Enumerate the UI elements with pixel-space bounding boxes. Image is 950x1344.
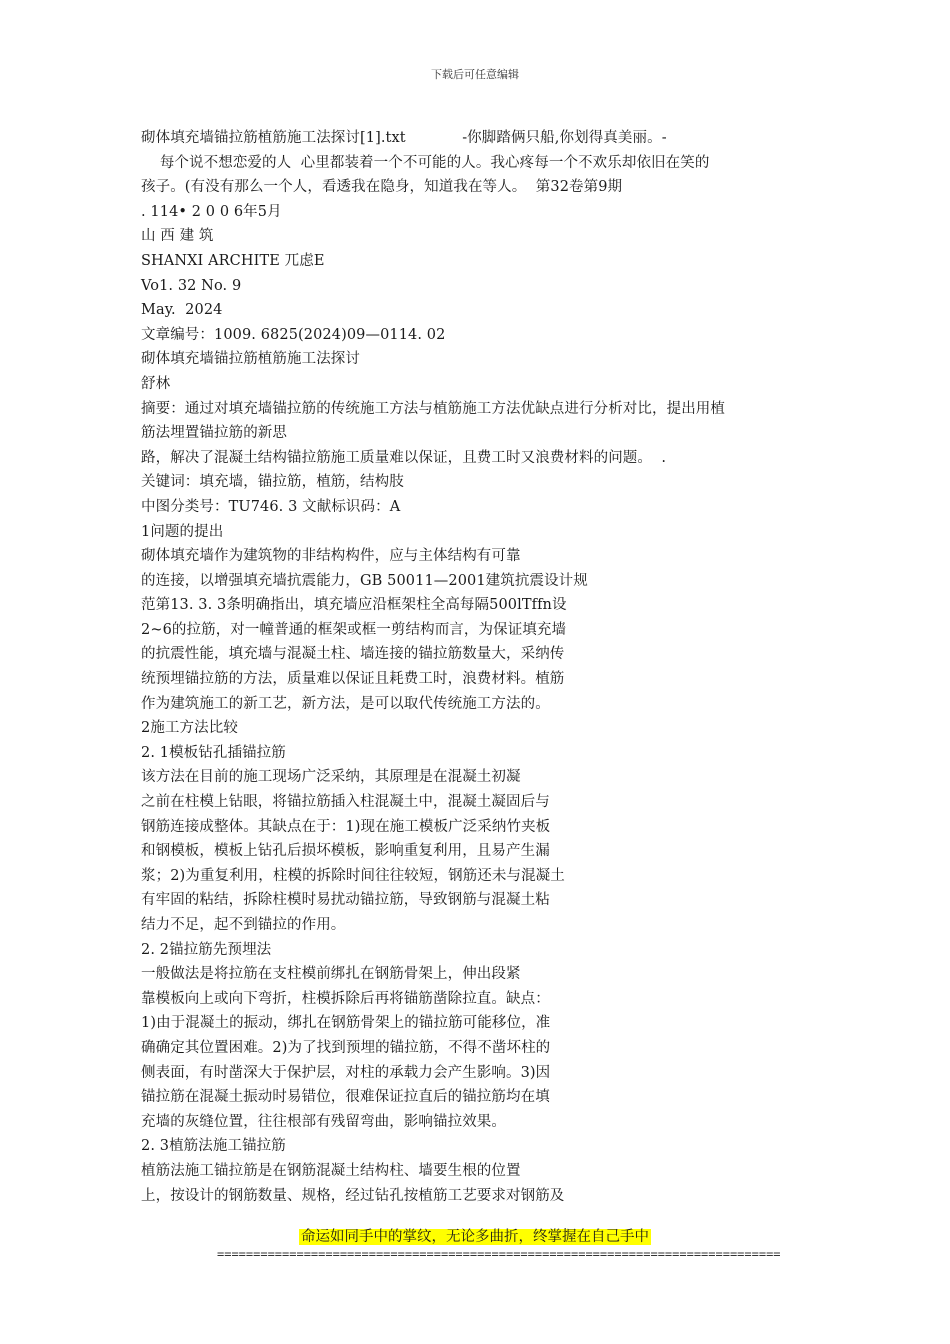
text-line: 钢筋连接成整体。其缺点在于：1)现在施工模板广泛采纳竹夹板 [141, 818, 551, 835]
text-line: 作为建筑施工的新工艺，新方法，是可以取代传统施工方法的。 [141, 695, 550, 712]
text-line: 砌体填充墙作为建筑物的非结构构件，应与主体结构有可靠 [141, 548, 521, 565]
text-line: 2. 3植筋法施工锚拉筋 [141, 1138, 286, 1155]
text-line: 结力不足，起不到锚拉的作用。 [141, 917, 346, 933]
header-note: 下载后可任意编辑 [431, 68, 519, 81]
footer-motto-text: 命运如同手中的掌纹，无论多曲折，终掌握在自己手中 [301, 1229, 649, 1245]
text-line: 该方法在目前的施工现场广泛采纳，其原理是在混凝土初凝 [141, 769, 521, 786]
text-line: Vo1. 32 No. 9 [141, 277, 242, 294]
text-line: SHANXI ARCHITE 兀虑E [141, 252, 325, 269]
text-line: 1)由于混凝土的振动，绑扎在钢筋骨架上的锚拉筋可能移位，准 [141, 1015, 551, 1032]
text-line: 植筋法施工锚拉筋是在钢筋混凝土结构柱、墙要生根的位置 [141, 1162, 521, 1179]
document-body [141, 126, 821, 1208]
text-line: 砌体填充墙锚拉筋植筋施工法探讨[1].txt -你脚踏俩只船,你划得真美丽。- [141, 130, 667, 146]
text-line: 靠模板向上或向下弯折，柱模拆除后再将锚筋凿除拉直。缺点： [141, 990, 550, 1007]
text-line: 之前在柱模上钻眼，将锚拉筋插入柱混凝土中，混凝土凝固后与 [141, 794, 550, 811]
text-line: 范第13. 3. 3条明确指出，填充墙应沿框架柱全高每隔500lTffn设 [141, 597, 567, 614]
text-line: 筋法埋置锚拉筋的新思 [141, 425, 287, 442]
text-line: 2. 2锚拉筋先预埋法 [141, 941, 272, 958]
text-line: 孩子。(有没有那么一个人，看透我在隐身，知道我在等人。 第32卷第9期 [141, 179, 623, 196]
text-line: 文章编号：1009. 6825(2024)09—0114. 02 [141, 326, 446, 343]
footer-divider: ============================================================================== [217, 1247, 781, 1261]
text-line: 2. 1模板钻孔插锚拉筋 [141, 744, 286, 761]
text-line: 统预埋锚拉筋的方法，质量难以保证且耗费工时，浪费材料。植筋 [141, 671, 565, 688]
text-line: 充墙的灰缝位置，往往根部有残留弯曲，影响锚拉效果。 [141, 1113, 506, 1130]
text-line: 路，解决了混凝土结构锚拉筋施工质量难以保证，且费工时又浪费材料的问题。 . [141, 449, 667, 466]
text-line: 每个说不想恋爱的人 心里都装着一个不可能的人。我心疼每一个不欢乐却依旧在笑的 [141, 154, 710, 171]
text-line: 摘要：通过对填充墙锚拉筋的传统施工方法与植筋施工方法优缺点进行分析对比，提出用植 [141, 400, 725, 417]
text-line: 的抗震性能，填充墙与混凝土柱、墙连接的锚拉筋数量大，采纳传 [141, 646, 565, 663]
text-line: 1问题的提出 [141, 523, 224, 540]
text-line: 2施工方法比较 [141, 720, 238, 737]
text-line: 砌体填充墙锚拉筋植筋施工法探讨 [141, 351, 360, 368]
text-line: 中图分类号：TU746. 3 文献标识码：A [141, 498, 401, 515]
text-line: 舒林 [141, 375, 171, 392]
text-line: 确确定其位置困难。2)为了找到预埋的锚拉筋，不得不凿坏柱的 [141, 1039, 551, 1056]
text-line: 侧表面，有时凿深大于保护层，对柱的承载力会产生影响。3)因 [141, 1064, 551, 1081]
text-line: 浆；2)为重复利用，柱模的拆除时间往往较短，钢筋还未与混凝土 [141, 867, 565, 884]
text-line: 上，按设计的钢筋数量、规格，经过钻孔按植筋工艺要求对钢筋及 [141, 1187, 565, 1204]
text-line: May. 2024 [141, 302, 223, 319]
footer-motto [0, 1227, 950, 1247]
text-line: 和钢模板，模板上钻孔后损坏模板，影响重复利用，且易产生漏 [141, 843, 550, 860]
text-line: 2~6的拉筋，对一幢普通的框架或框一剪结构而言，为保证填充墙 [141, 621, 567, 638]
text-line: 锚拉筋在混凝土振动时易错位，很难保证拉直后的锚拉筋均在填 [141, 1089, 550, 1106]
text-line: 关键词：填充墙，锚拉筋，植筋，结构肢 [141, 474, 404, 491]
text-line: 一般做法是将拉筋在支柱模前绑扎在钢筋骨架上，伸出段紧 [141, 966, 521, 983]
text-line: 有牢固的粘结，拆除柱模时易扰动锚拉筋，导致钢筋与混凝土粘 [141, 892, 550, 909]
text-line: 的连接，以增强填充墙抗震能力，GB 50011—2001建筑抗震设计规 [141, 572, 588, 589]
text-line: . 114• 2 0 0 6年5月 [141, 203, 282, 220]
text-line: 山 西 建 筑 [141, 228, 214, 245]
